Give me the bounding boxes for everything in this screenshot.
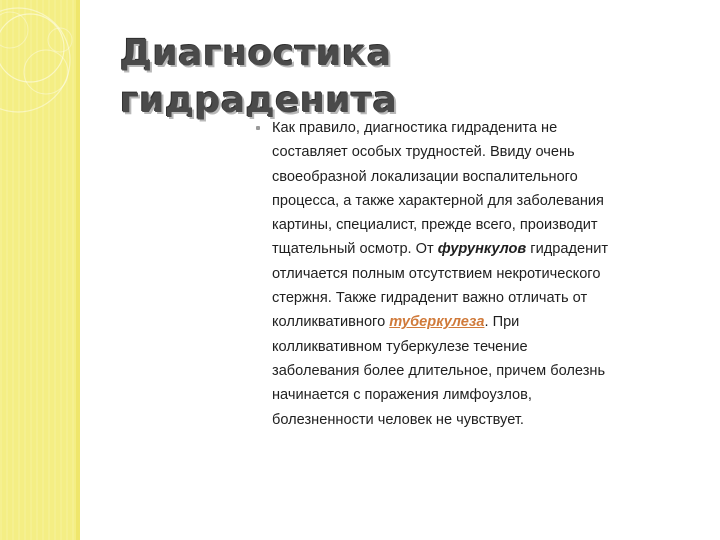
text-line: Как правило, диагностика гидраденита не xyxy=(272,120,558,136)
emphasis-furunkuly: фурункулов xyxy=(437,241,527,258)
text-line: составляет особых трудностей. Ввиду очень xyxy=(272,144,575,161)
slide-title-line-1: Диагностика xyxy=(120,33,392,74)
bullet-icon xyxy=(256,126,260,130)
text-line xyxy=(272,237,712,261)
text-line: отличается полным отсутствием некротического xyxy=(272,265,601,282)
text-fragment: . При xyxy=(484,314,520,331)
text-line xyxy=(272,310,712,334)
slide-title xyxy=(120,30,397,124)
text-line: стержня. Также гидраденит важно отличать от xyxy=(272,290,588,307)
text-line: колликвативном туберкулезе течение xyxy=(272,338,528,355)
text-line: заболевания более длительное, причем болезнь xyxy=(272,362,606,379)
text-line: начинается с поражения лимфоузлов, xyxy=(272,387,532,404)
text-line: картины, специалист, прежде всего, производит xyxy=(272,217,598,234)
text-fragment: гидраденит xyxy=(526,241,609,258)
slide-title-line-2: гидраденита xyxy=(120,80,398,121)
body-paragraph xyxy=(272,116,712,432)
text-line: болезненности человек не чувствует. xyxy=(272,411,524,428)
text-line: процесса, а также характерной для заболевания xyxy=(272,192,604,209)
text-fragment: колликвативного xyxy=(272,314,390,331)
text-fragment: тщательный осмотр. От xyxy=(272,241,438,258)
text-line: своеобразной локализации воспалительного xyxy=(272,168,578,185)
tuberculosis-link[interactable]: туберкулеза xyxy=(389,314,485,331)
